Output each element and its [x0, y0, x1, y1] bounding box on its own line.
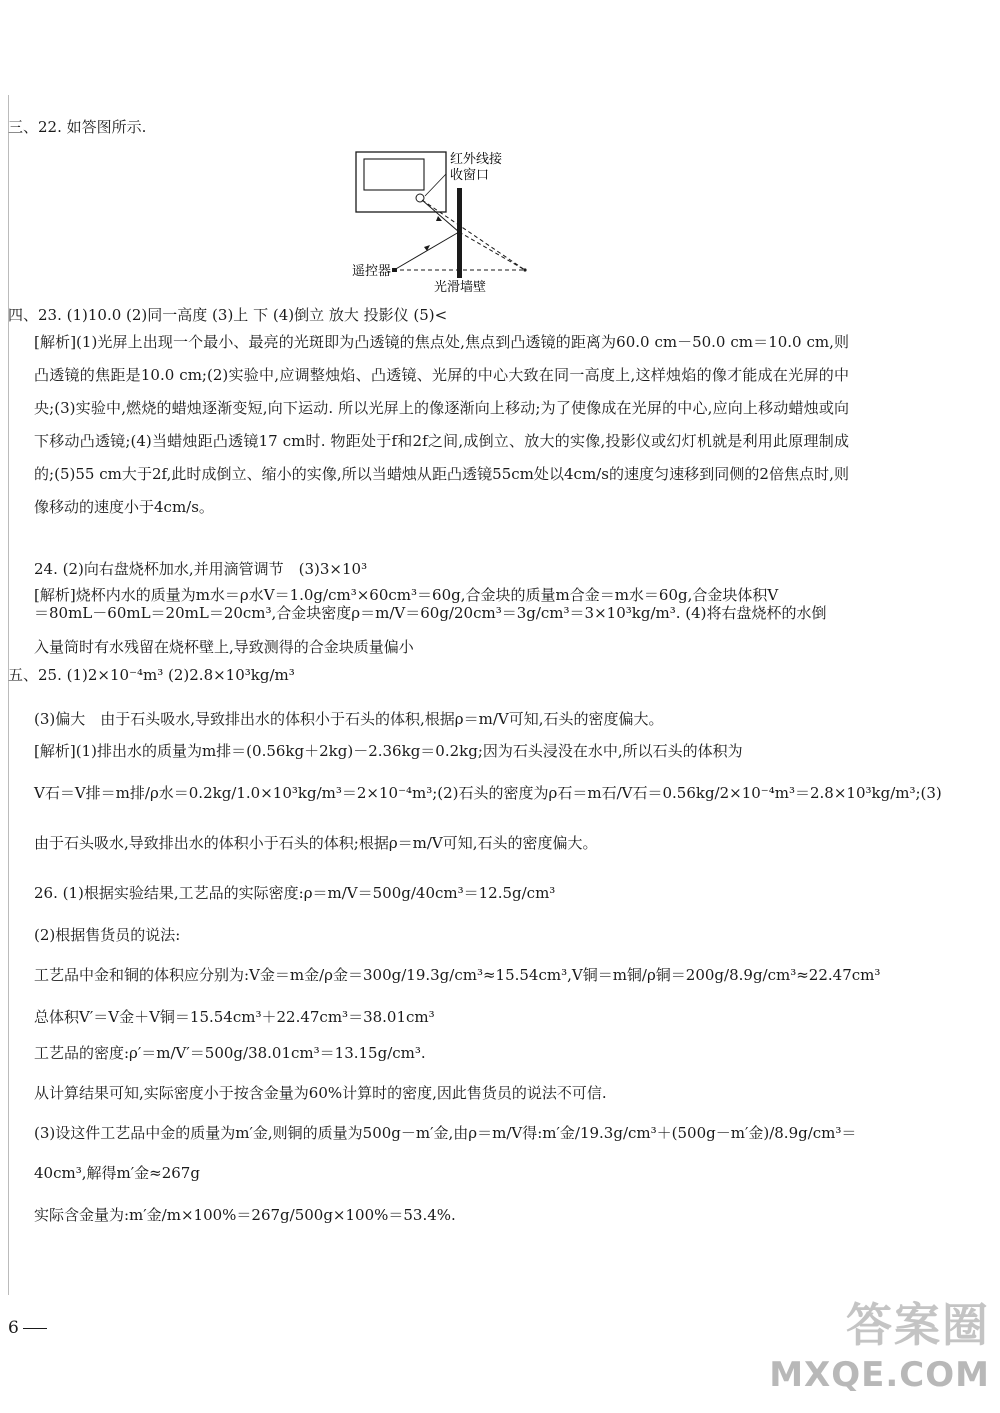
q26-line9: 实际含金量为:m′金/m×100%＝267g/500g×100%＝53.4%. [34, 1206, 456, 1224]
q23-answer: 四、23. (1)10.0 (2)同一高度 (3)上 下 (4)倒立 放大 投影仪 (5)< [8, 306, 448, 324]
q25-analysis-line1: [解析](1)排出水的质量为m排＝(0.56kg＋2kg)－2.36kg＝0.2kg;因为石头浸没在水中,所以石头的体积为 [34, 742, 743, 760]
watermark-text: 答案圈 [846, 1298, 990, 1352]
q24-analysis-line3: 入量筒时有水残留在烧杯壁上,导致测得的合金块质量偏小 [34, 638, 414, 656]
q26-line2: (2)根据售货员的说法: [34, 926, 181, 944]
q26-line6: 从计算结果可知,实际密度小于按含金量为60%计算时的密度,因此售货员的说法不可信. [34, 1084, 607, 1102]
virtual-image-point [523, 268, 526, 271]
watermark-url: MXQE.COM [769, 1355, 990, 1395]
q23-analysis: [解析](1)光屏上出现一个最小、最亮的光斑即为凸透镜的焦点处,焦点到凸透镜的距离为60.0 cm－50.0 cm＝10.0 cm,则凸透镜的焦距是10.0 cm;(2)实验中,应调整烛焰、凸透镜、光屏的中心大致在同一高度上,这样烛焰的像才能成在光屏的中央;(3)实验中,燃烧的蜡烛逐渐变短,向下运动. 所以光屏上的像逐渐向上移动;为了使像成在光屏的中心,应向上移动蜡烛或向下移动凸透镜;(4)当蜡烛距凸透镜17 cm时. 物距处于f和2f之间,成倒立、放大的实像,投影仪或幻灯机就是利用此原理制成的;(5)55 cm大于2f,此时成倒立、缩小的实像,所以当蜡烛从距凸透镜55cm处以4cm/s的速度匀速移到同侧的2倍焦点时,则像移动的速度小于4cm/s。 [34, 333, 849, 516]
light-ray-incident [394, 232, 459, 270]
tv-set [356, 152, 446, 212]
label-wall: 光滑墙壁 [434, 280, 487, 294]
q26-line8: 40cm³,解得m′金≈267g [34, 1164, 200, 1182]
label-remote: 遥控器 [352, 264, 392, 279]
q24-analysis-line2: ＝80mL－60mL＝20mL＝20cm³,合金块密度ρ＝m/V＝60g/20cm³＝3g/cm³＝3×10³kg/m³. (4)将右盘烧杯的水倒 [34, 604, 827, 622]
q26-line5: 工艺品的密度:ρ′＝m/V′＝500g/38.01cm³＝13.15g/cm³. [34, 1044, 426, 1062]
label-receiver-2: 收窗口 [450, 168, 490, 183]
q22-answer-diagram [350, 146, 550, 294]
q26-line4: 总体积V′＝V金＋V铜＝15.54cm³＋22.47cm³＝38.01cm³ [34, 1008, 435, 1026]
remote-control-icon [392, 268, 397, 272]
q25-answer: 五、25. (1)2×10⁻⁴m³ (2)2.8×10³kg/m³ [8, 666, 295, 684]
q25-analysis-line3: 由于石头吸水,导致排出水的体积小于石头的体积;根据ρ＝m/V可知,石头的密度偏大。 [34, 834, 598, 852]
q26-line3: 工艺品中金和铜的体积应分别为:V金＝m金/ρ金＝300g/19.3g/cm³≈15.54cm³,V铜＝m铜/ρ铜＝200g/8.9g/cm³≈22.47cm³ [34, 966, 881, 984]
watermark-logo [769, 1289, 990, 1395]
q26-line7: (3)设这件工艺品中金的质量为m′金,则铜的质量为500g－m′金,由ρ＝m/V得:m′金/19.3g/cm³＋(500g－m′金)/8.9g/cm³＝ [34, 1124, 857, 1142]
q22-answer: 三、22. 如答图所示. [8, 118, 147, 136]
q24-analysis-line1: [解析]烧杯内水的质量为m水＝ρ水V＝1.0g/cm³×60cm³＝60g,合金块的质量m合金＝m水＝60g,合金块体积V [34, 586, 779, 604]
q26-line1: 26. (1)根据实验结果,工艺品的实际密度:ρ＝m/V＝500g/40cm³＝12.5g/cm³ [34, 884, 556, 902]
q25-analysis-line2: V石＝V排＝m排/ρ水＝0.2kg/1.0×10³kg/m³＝2×10⁻⁴m³;(2)石头的密度为ρ石＝m石/V石＝0.56kg/2×10⁻⁴m³＝2.8×10³kg/m³;(3) [34, 784, 942, 802]
light-ray-reflected [422, 200, 459, 232]
page-number: 6 [8, 1318, 47, 1338]
virtual-ray-dashed [459, 232, 525, 270]
label-receiver-1: 红外线接 [450, 152, 503, 167]
q25-part3: (3)偏大 由于石头吸水,导致排出水的体积小于石头的体积,根据ρ＝m/V可知,石头的密度偏大。 [34, 710, 664, 728]
q24-answer: 24. (2)向右盘烧杯加水,并用滴管调节 (3)3×10³ [34, 560, 368, 578]
page-margin-rule [8, 95, 9, 1295]
